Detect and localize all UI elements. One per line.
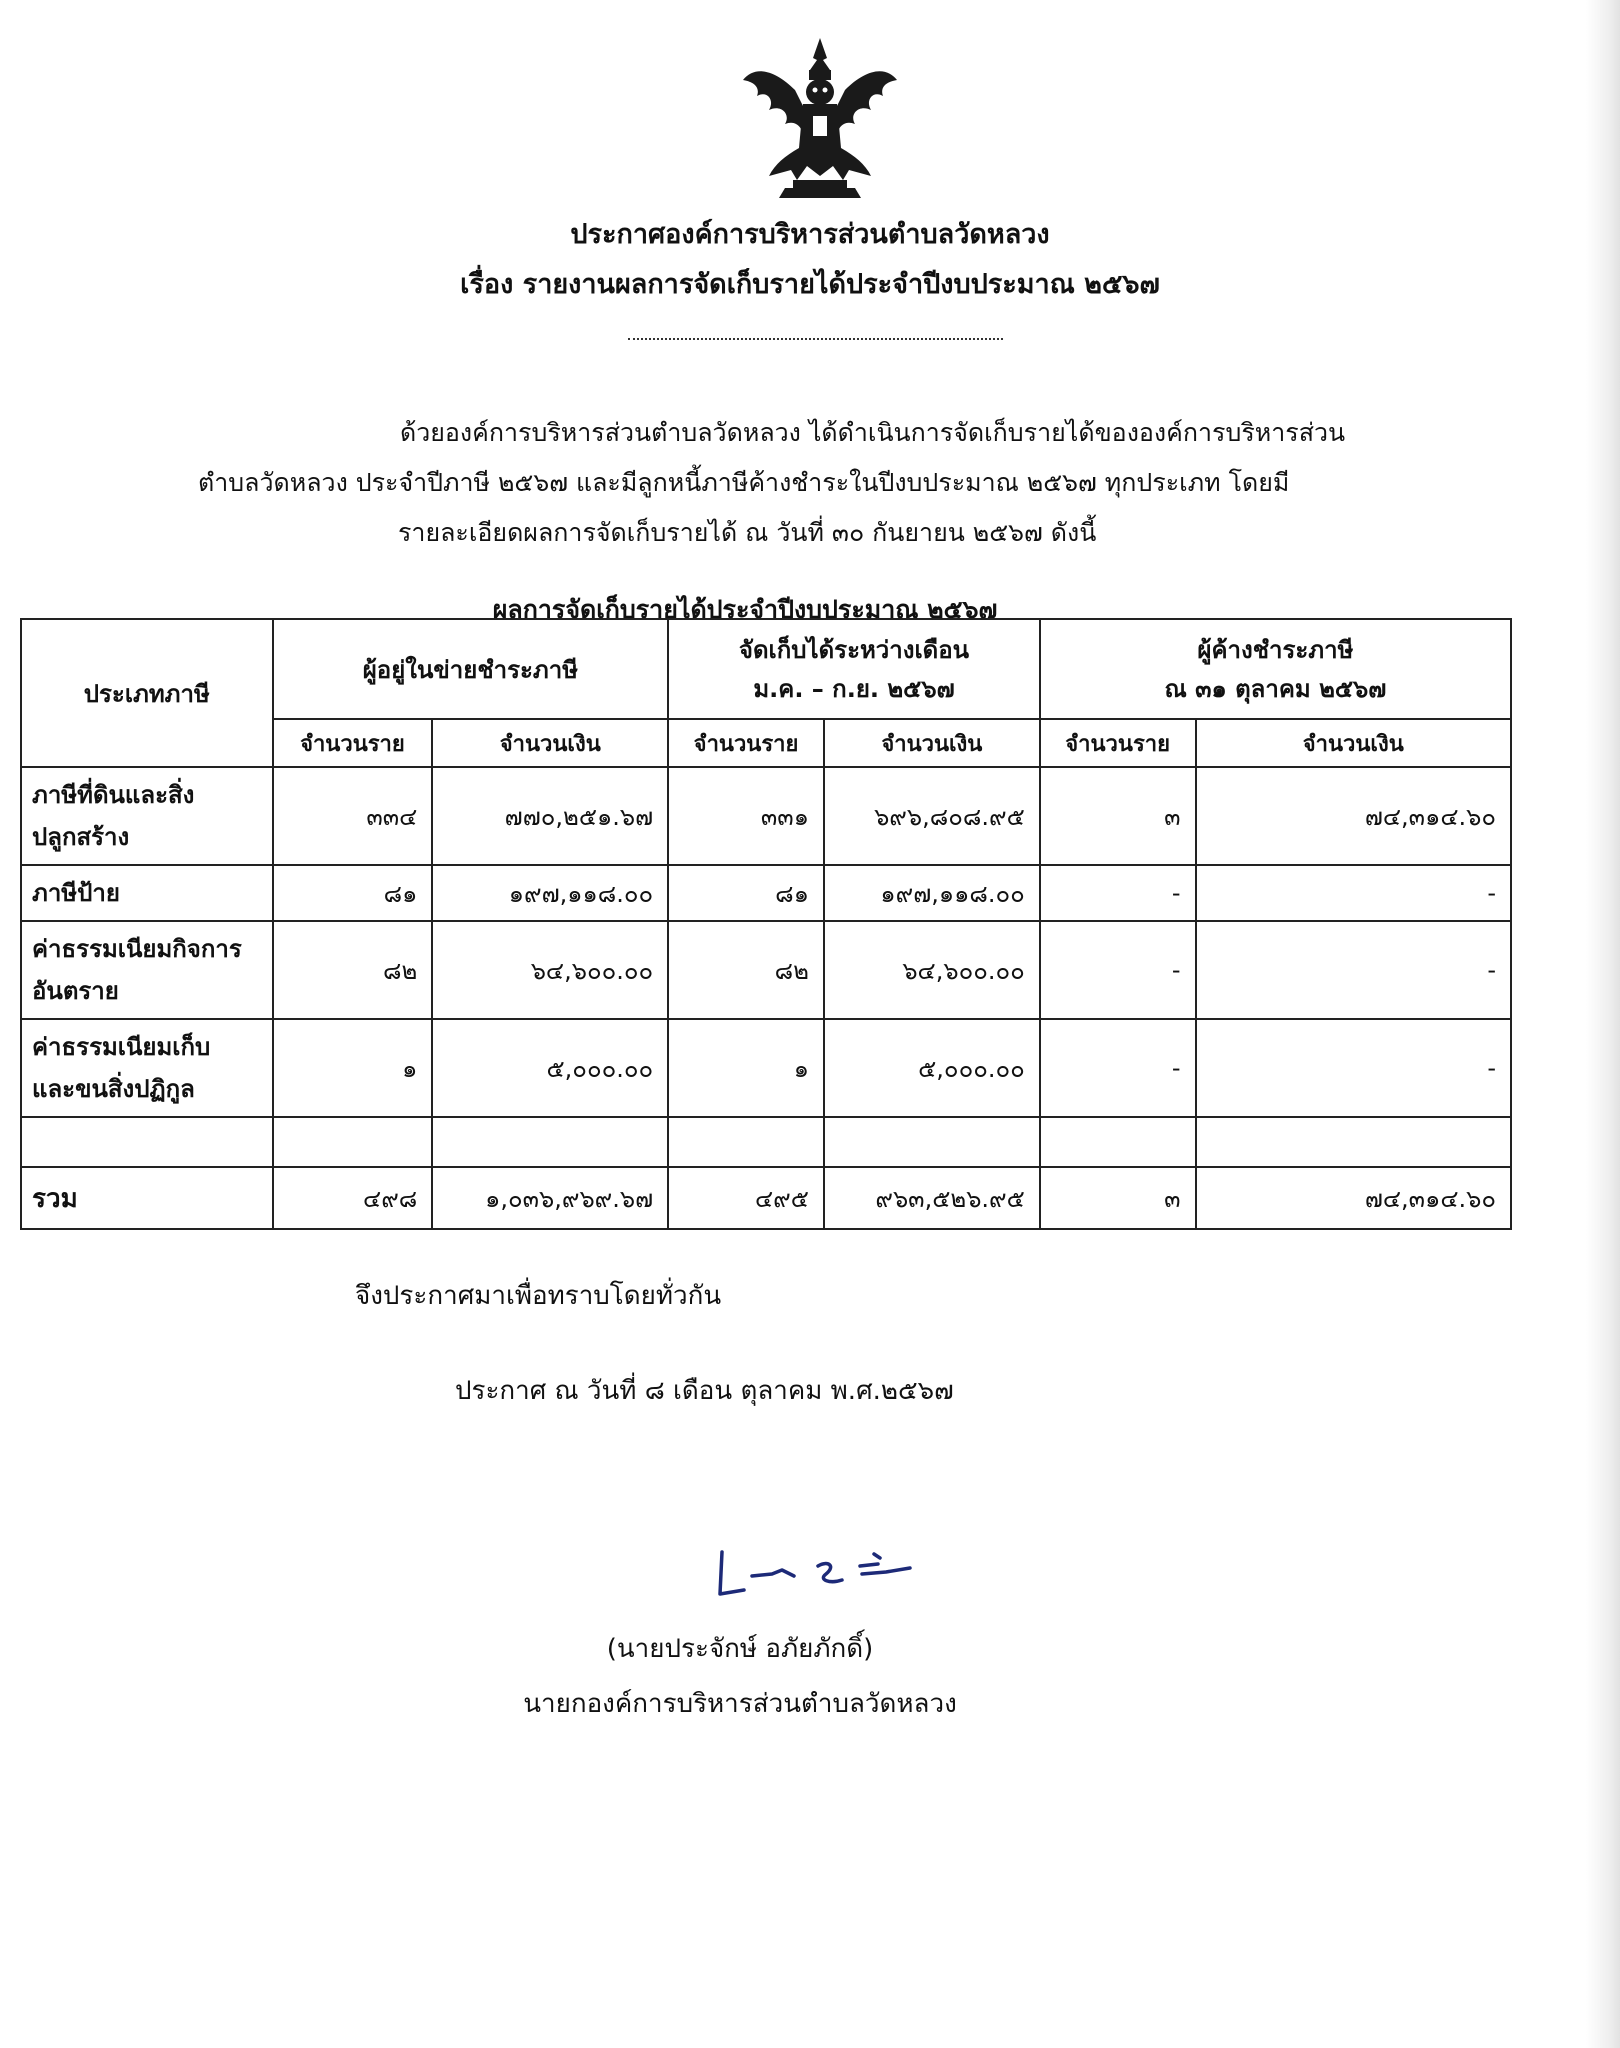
header-collected xyxy=(668,619,1040,719)
table-row xyxy=(21,865,1511,921)
total-payers-amount: ๑,๐๓๖,๙๖๙.๖๗ xyxy=(432,1167,668,1229)
payers-count-cell: ๘๑ xyxy=(273,865,433,921)
signatory-name: (นายประจักษ์ อภัยภักดิ์) xyxy=(606,1634,874,1664)
paper-edge-shadow xyxy=(1586,0,1620,2048)
tax-type-line-1: ค่าธรรมเนียมกิจการ xyxy=(32,935,242,963)
garuda-emblem-icon xyxy=(735,30,905,205)
revenue-table xyxy=(20,618,1512,1230)
signatory-position: นายกองค์การบริหารส่วนตำบลวัดหลวง xyxy=(523,1689,957,1719)
payers-count-cell: ๓๓๔ xyxy=(273,767,433,865)
header-overdue-line-2: ณ ๓๑ ตุลาคม ๒๕๖๗ xyxy=(1164,675,1387,703)
subheader-payers-amount: จำนวนเงิน xyxy=(432,719,668,767)
subheader-payers-count: จำนวนราย xyxy=(273,719,433,767)
total-label: รวม xyxy=(21,1167,273,1229)
empty-cell xyxy=(824,1117,1040,1167)
overdue-count-cell: - xyxy=(1040,865,1196,921)
tax-type-line-1: ภาษีที่ดินและสิ่ง xyxy=(32,781,195,809)
empty-cell xyxy=(432,1117,668,1167)
total-collected-count: ๔๙๕ xyxy=(668,1167,824,1229)
overdue-count-cell: - xyxy=(1040,921,1196,1019)
payers-amount-cell: ๗๗๐,๒๕๑.๖๗ xyxy=(432,767,668,865)
payers-amount-cell: ๕,๐๐๐.๐๐ xyxy=(432,1019,668,1117)
overdue-amount-cell: - xyxy=(1196,865,1512,921)
collected-amount-cell: ๖๙๖,๘๐๘.๙๕ xyxy=(824,767,1040,865)
total-overdue-count: ๓ xyxy=(1040,1167,1196,1229)
tax-type-line-2: อันตราย xyxy=(32,977,119,1005)
payers-amount-cell: ๑๙๗,๑๑๘.๐๐ xyxy=(432,865,668,921)
empty-cell xyxy=(21,1117,273,1167)
empty-cell xyxy=(1196,1117,1512,1167)
handwritten-signature xyxy=(710,1530,930,1610)
collected-count-cell: ๑ xyxy=(668,1019,824,1117)
collected-count-cell: ๘๒ xyxy=(668,921,824,1019)
row-tax-type xyxy=(21,921,273,1019)
announcement-date: ประกาศ ณ วันที่ ๘ เดือน ตุลาคม พ.ศ.๒๕๖๗ xyxy=(455,1376,954,1406)
table-row xyxy=(21,921,1511,1019)
table-total-row xyxy=(21,1167,1511,1229)
header-tax-type: ประเภทภาษี xyxy=(21,619,273,767)
collected-amount-cell: ๖๔,๖๐๐.๐๐ xyxy=(824,921,1040,1019)
header-collected-line-1: จัดเก็บได้ระหว่างเดือน xyxy=(738,636,970,664)
tax-type-line-1: ภาษีป้าย xyxy=(32,879,120,907)
header-payers: ผู้อยู่ในข่ายชำระภาษี xyxy=(273,619,669,719)
subheader-overdue-count: จำนวนราย xyxy=(1040,719,1196,767)
total-payers-count: ๔๙๘ xyxy=(273,1167,433,1229)
subheader-overdue-amount: จำนวนเงิน xyxy=(1196,719,1512,767)
body-paragraph-line-2: ตำบลวัดหลวง ประจำปีภาษี ๒๕๖๗ และมีลูกหนี้ภาษีค้างชำระในปีงบประมาณ ๒๕๖๗ ทุกประเภท โดยมี xyxy=(198,468,1290,497)
row-tax-type xyxy=(21,767,273,865)
empty-cell xyxy=(668,1117,824,1167)
closing-statement: จึงประกาศมาเพื่อทราบโดยทั่วกัน xyxy=(355,1281,722,1311)
collected-amount-cell: ๑๙๗,๑๑๘.๐๐ xyxy=(824,865,1040,921)
table-row xyxy=(21,767,1511,865)
payers-amount-cell: ๖๔,๖๐๐.๐๐ xyxy=(432,921,668,1019)
overdue-amount-cell: - xyxy=(1196,1019,1512,1117)
title-dotted-rule xyxy=(628,338,1003,340)
payers-count-cell: ๘๒ xyxy=(273,921,433,1019)
header-overdue-line-1: ผู้ค้างชำระภาษี xyxy=(1197,636,1354,664)
payers-count-cell: ๑ xyxy=(273,1019,433,1117)
total-overdue-amount: ๗๔,๓๑๔.๖๐ xyxy=(1196,1167,1512,1229)
table-title: ผลการจัดเก็บรายได้ประจำปีงบประมาณ ๒๕๖๗ xyxy=(492,595,998,624)
empty-cell xyxy=(273,1117,433,1167)
table-empty-row xyxy=(21,1117,1511,1167)
announcement-subject: เรื่อง รายงานผลการจัดเก็บรายได้ประจำปีงบประมาณ ๒๕๖๗ xyxy=(460,269,1160,300)
announcement-title: ประกาศองค์การบริหารส่วนตำบลวัดหลวง xyxy=(570,219,1050,250)
row-tax-type xyxy=(21,1019,273,1117)
collected-count-cell: ๓๓๑ xyxy=(668,767,824,865)
overdue-count-cell: ๓ xyxy=(1040,767,1196,865)
header-collected-line-2: ม.ค. – ก.ย. ๒๕๖๗ xyxy=(753,675,955,703)
collected-count-cell: ๘๑ xyxy=(668,865,824,921)
row-tax-type xyxy=(21,865,273,921)
subheader-collected-amount: จำนวนเงิน xyxy=(824,719,1040,767)
table-header-row xyxy=(21,619,1511,719)
tax-type-line-1: ค่าธรรมเนียมเก็บ xyxy=(32,1033,211,1061)
overdue-amount-cell: - xyxy=(1196,921,1512,1019)
tax-type-line-2: ปลูกสร้าง xyxy=(32,823,130,851)
overdue-count-cell: - xyxy=(1040,1019,1196,1117)
body-paragraph-line-1: ด้วยองค์การบริหารส่วนตำบลวัดหลวง ได้ดำเนินการจัดเก็บรายได้ขององค์การบริหารส่วน xyxy=(400,418,1346,447)
tax-type-line-2: และขนสิ่งปฏิกูล xyxy=(32,1075,195,1103)
header-overdue xyxy=(1040,619,1511,719)
body-paragraph-line-3: รายละเอียดผลการจัดเก็บรายได้ ณ วันที่ ๓๐ กันยายน ๒๕๖๗ ดังนี้ xyxy=(398,518,1097,547)
table-row xyxy=(21,1019,1511,1117)
empty-cell xyxy=(1040,1117,1196,1167)
collected-amount-cell: ๕,๐๐๐.๐๐ xyxy=(824,1019,1040,1117)
total-collected-amount: ๙๖๓,๕๒๖.๙๕ xyxy=(824,1167,1040,1229)
overdue-amount-cell: ๗๔,๓๑๔.๖๐ xyxy=(1196,767,1512,865)
subheader-collected-count: จำนวนราย xyxy=(668,719,824,767)
